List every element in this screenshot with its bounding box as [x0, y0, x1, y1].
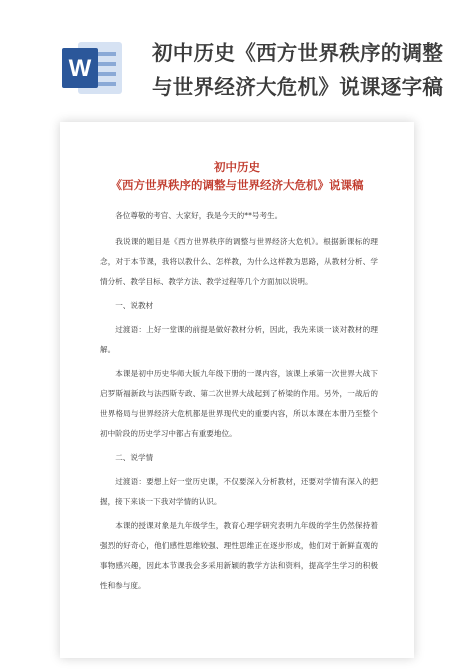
section-heading-students: 二、说学情 [115, 453, 154, 462]
paragraph-textbook-analysis: 本课是初中历史华师大版九年级下册的一课内容，该课上承第一次世界大战下启罗斯福新政与法西斯专政、第二次世界大战起到了桥梁的作用。另外，一战后的世界格局与世界经济大危机都是世界现代史的重要内容，所以本课在本册乃至整个初中阶段的历史学习中都占有重要地位。 [100, 369, 378, 438]
document-page [70, 128, 404, 652]
document-body [70, 194, 404, 596]
header-banner [0, 0, 474, 118]
paragraph-student-analysis: 本课的授课对象是九年级学生，教育心理学研究表明九年级的学生仍然保持着强烈的好奇心，他们感性思维较强、理性思维正在逐步形成，他们对于新鲜直观的事物感兴趣，因此本节课我会多采用新颖的教学方法和资料，提高学生学习的积极性和参与度。 [100, 521, 378, 590]
page-title: 初中历史《西方世界秩序的调整与世界经济大危机》说课逐字稿 [152, 41, 444, 99]
paragraph-greeting: 各位尊敬的考官、大家好，我是今天的**号考生。 [115, 211, 283, 220]
paragraph-transition-1: 过渡语：上好一堂课的前提是做好教材分析，因此，我先来谈一谈对教材的理解。 [100, 325, 378, 354]
document-title-line2: 《西方世界秩序的调整与世界经济大危机》说课稿 [110, 178, 364, 192]
paragraph-transition-2: 过渡语：要想上好一堂历史课，不仅要深入分析教材，还要对学情有深入的把握，接下来谈一下我对学情的认识。 [100, 477, 378, 506]
paragraph-intro: 我说课的题目是《西方世界秩序的调整与世界经济大危机》。根据新课标的理念，对于本节课，我将以教什么、怎样教，为什么这样教为思路，从教材分析、学情分析、教学目标、教学方法、教学过程等几个方面加以说明。 [100, 237, 378, 286]
svg-text:W: W [68, 55, 92, 82]
section-heading-textbook: 一、说教材 [115, 301, 154, 310]
word-document-icon [60, 40, 124, 96]
document-title-line1: 初中历史 [214, 160, 260, 174]
